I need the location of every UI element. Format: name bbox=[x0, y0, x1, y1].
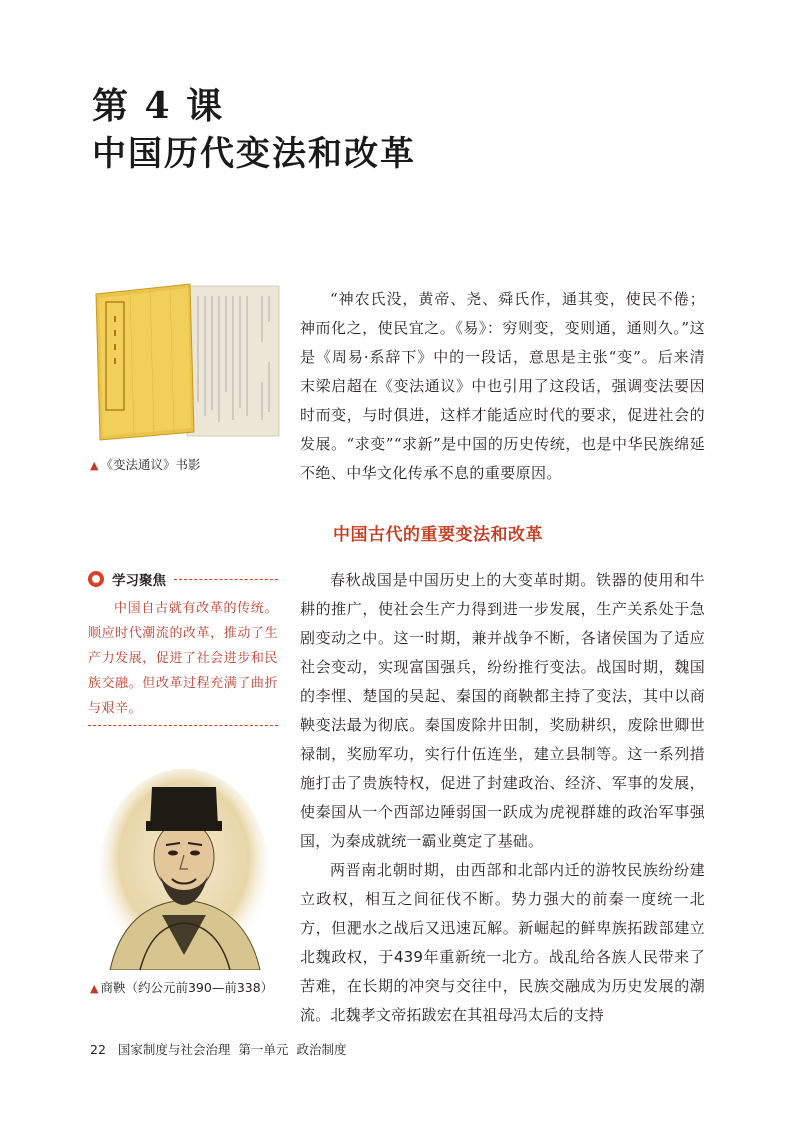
intro-paragraph: “神农氏没，黄帝、尧、舜氏作，通其变，使民不倦；神而化之，使民宜之。《易》：穷则变，变则通，通则久。”这是《周易·系辞下》中的一段话，意思是主张“变”。后来清末梁启超在《变法通议》中也引用了这段话，强调变法要因时而变，与时俱进，这样才能适应时代的要求，促进社会的发展。“求变”“求新”是中国的历史传统，也是中华民族绵延不绝、中华文化传承不息的重要原因。 bbox=[300, 290, 705, 482]
unit-title: 政治制度 bbox=[296, 1042, 347, 1057]
body-paragraph: 春秋战国是中国历史上的大变革时期。铁器的使用和牛耕的推广，使社会生产力得到进一步发展，生产关系处于急剧变动之中。这一时期，兼并战争不断，各诸侯国为了适应社会变动，实现富国强兵，纷纷推行变法。战国时期，魏国的李悝、楚国的吴起、秦国的商鞅都主持了变法，其中以商鞅变法最为彻底。秦国废除井田制，奖励耕织，废除世卿世禄制，奖励军功，实行什伍连坐，建立县制等。这一系列措施打击了贵族特权，促进了封建政治、经济、军事的发展，使秦国从一个西部边陲弱国一跃成为虎视群雄的政治军事强国，为秦成就统一霸业奠定了基础。 bbox=[300, 571, 705, 850]
page-number: 22 bbox=[90, 1042, 106, 1057]
focus-bottom-divider bbox=[88, 725, 278, 726]
lesson-number: 第 4 课 bbox=[92, 85, 225, 127]
triangle-marker-icon: ▲ bbox=[90, 459, 99, 472]
study-focus-box bbox=[88, 570, 278, 726]
lesson-title: 中国历代变法和改革 bbox=[92, 134, 416, 174]
portrait-caption: ▲ 商鞅（约公元前390—前338） bbox=[90, 980, 274, 995]
book-caption: ▲ 《变法通议》书影 bbox=[90, 457, 201, 472]
focus-target-icon bbox=[88, 571, 104, 587]
focus-title: 学习聚焦 bbox=[112, 573, 166, 589]
focus-text: 中国自古就有改革的传统。顺应时代潮流的改革，推动了生产力发展，促进了社会进步和民族交融。但改革过程充满了曲折与艰辛。 bbox=[88, 601, 278, 716]
focus-divider bbox=[174, 579, 278, 580]
section-heading: 中国古代的重要变法和改革 bbox=[333, 525, 543, 545]
page-footer bbox=[90, 1040, 346, 1058]
triangle-marker-icon: ▲ bbox=[90, 982, 99, 995]
main-body-text bbox=[300, 566, 705, 1030]
book-image bbox=[90, 282, 280, 442]
portrait-image bbox=[100, 765, 268, 970]
body-paragraph: 两晋南北朝时期，由西部和北部内迁的游牧民族纷纷建立政权，相互之间征伐不断。势力强大的前秦一度统一北方，但淝水之战后又迅速瓦解。新崛起的鲜卑族拓跋部建立北魏政权，于439年重新统一北方。战乱给各族人民带来了苦难，在长期的冲突与交往中，民族交融成为历史发展的潮流。北魏孝文帝拓跋宏在其祖母冯太后的支持 bbox=[300, 861, 705, 1024]
unit-label: 第一单元 bbox=[238, 1042, 289, 1057]
book-title: 国家制度与社会治理 bbox=[117, 1042, 231, 1057]
